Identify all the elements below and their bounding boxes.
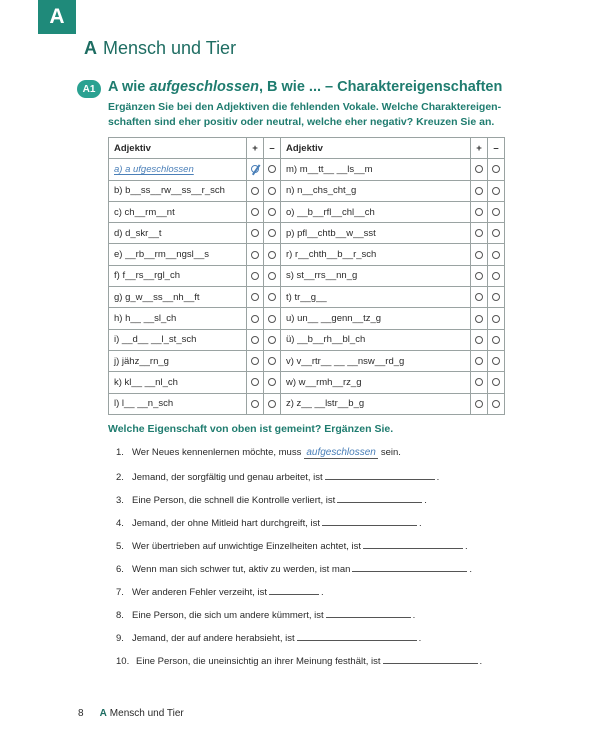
plus-cell bbox=[247, 372, 264, 393]
header-adjective-right: Adjektiv bbox=[281, 138, 471, 159]
plus-cell bbox=[247, 201, 264, 222]
item-text-end: sein. bbox=[380, 447, 401, 458]
plus-cell bbox=[247, 265, 264, 286]
plus-cell bbox=[471, 180, 488, 201]
item-text: Eine Person, die schnell die Kontrolle verliert, ist bbox=[132, 495, 336, 506]
plus-checkbox[interactable] bbox=[475, 315, 483, 323]
exercise-title bbox=[108, 79, 502, 95]
list-item bbox=[116, 585, 516, 608]
adjective-right: r) r__chth__b__r_sch bbox=[281, 244, 471, 265]
adjective-right: v) v__rtr__ __ __nsw__rd_g bbox=[281, 350, 471, 371]
plus-cell bbox=[247, 329, 264, 350]
adjective-left: k) kl__ __nl_ch bbox=[109, 372, 247, 393]
item-text: Jemand, der ohne Mitleid hart durchgreift, ist bbox=[132, 518, 320, 529]
plus-cell bbox=[471, 372, 488, 393]
filled-adjective: a) a ufgeschlossen bbox=[114, 163, 194, 175]
plus-cell bbox=[471, 159, 488, 180]
minus-checkbox[interactable] bbox=[268, 293, 276, 301]
minus-cell bbox=[264, 372, 281, 393]
adjective-right: m) m__tt__ __ls__m bbox=[281, 159, 471, 180]
minus-checkbox[interactable] bbox=[492, 400, 500, 408]
item-period: . bbox=[465, 541, 468, 552]
minus-cell bbox=[488, 159, 505, 180]
plus-checkbox[interactable] bbox=[475, 336, 483, 344]
minus-cell bbox=[488, 308, 505, 329]
answer-field[interactable] bbox=[337, 493, 422, 503]
plus-checkbox[interactable] bbox=[475, 165, 483, 173]
table-row bbox=[109, 265, 505, 286]
minus-checkbox[interactable] bbox=[492, 187, 500, 195]
minus-cell bbox=[264, 159, 281, 180]
table-row bbox=[109, 244, 505, 265]
unit-letter: A bbox=[84, 38, 97, 58]
minus-cell bbox=[488, 393, 505, 414]
adjective-right: o) __b__rfl__chl__ch bbox=[281, 201, 471, 222]
answer-field[interactable] bbox=[352, 562, 467, 572]
plus-checkbox[interactable] bbox=[475, 357, 483, 365]
plus-checkbox[interactable] bbox=[251, 229, 259, 237]
minus-cell bbox=[488, 180, 505, 201]
minus-cell bbox=[488, 372, 505, 393]
task2-question: Welche Eigenschaft von oben ist gemeint? Ergänzen Sie. bbox=[108, 423, 394, 435]
adjective-left: h) h__ __sl_ch bbox=[109, 308, 247, 329]
plus-cell bbox=[247, 159, 264, 180]
adjective-right: z) z__ __lstr__b_g bbox=[281, 393, 471, 414]
plus-checkbox[interactable] bbox=[251, 251, 259, 259]
list-item bbox=[116, 447, 516, 470]
adjective-right: u) un__ __genn__tz_g bbox=[281, 308, 471, 329]
item-period: . bbox=[412, 610, 416, 621]
table-row bbox=[109, 393, 505, 414]
minus-cell bbox=[488, 329, 505, 350]
plus-cell bbox=[247, 308, 264, 329]
adjective-right: ü) __b__rh__bl_ch bbox=[281, 329, 471, 350]
minus-checkbox[interactable] bbox=[492, 378, 500, 386]
adjective-left bbox=[109, 159, 247, 180]
list-item bbox=[116, 516, 516, 539]
item-text: Jemand, der sorgfältig und genau arbeitet, ist bbox=[132, 472, 323, 483]
plus-cell bbox=[471, 393, 488, 414]
minus-cell bbox=[264, 223, 281, 244]
page-footer bbox=[78, 708, 184, 719]
plus-checkbox[interactable] bbox=[475, 251, 483, 259]
adjective-left: d) d_skr__t bbox=[109, 223, 247, 244]
minus-checkbox[interactable] bbox=[492, 315, 500, 323]
minus-checkbox[interactable] bbox=[268, 251, 276, 259]
minus-checkbox[interactable] bbox=[268, 315, 276, 323]
minus-checkbox[interactable] bbox=[492, 293, 500, 301]
plus-checkbox[interactable] bbox=[475, 229, 483, 237]
minus-cell bbox=[264, 265, 281, 286]
plus-cell bbox=[247, 350, 264, 371]
answer-field[interactable] bbox=[269, 585, 319, 595]
item-text: Wer Neues kennenlernen möchte, muss bbox=[132, 447, 302, 458]
plus-checkbox[interactable] bbox=[251, 165, 259, 173]
plus-checkbox[interactable] bbox=[251, 378, 259, 386]
minus-checkbox[interactable] bbox=[268, 272, 276, 280]
item-period: . bbox=[418, 518, 422, 529]
exercise-instructions: Ergänzen Sie bei den Adjektiven die fehlenden Vokale. Welche Charaktereigenschaften sind eher positiv oder neutral, welche eher negativ? Kreuzen Sie an. bbox=[108, 101, 502, 128]
adjective-right: n) n__chs_cht_g bbox=[281, 180, 471, 201]
item-number: 7. bbox=[116, 587, 124, 598]
minus-checkbox[interactable] bbox=[492, 251, 500, 259]
minus-cell bbox=[264, 244, 281, 265]
answer-field[interactable] bbox=[363, 539, 463, 549]
plus-checkbox[interactable] bbox=[475, 378, 483, 386]
minus-checkbox[interactable] bbox=[268, 357, 276, 365]
plus-cell bbox=[471, 350, 488, 371]
item-period: . bbox=[469, 564, 473, 575]
item-text: Eine Person, die sich um andere kümmert, ist bbox=[132, 610, 324, 621]
plus-cell bbox=[247, 244, 264, 265]
plus-checkbox[interactable] bbox=[475, 187, 483, 195]
minus-cell bbox=[488, 287, 505, 308]
answer-field[interactable]: aufgeschlossen bbox=[306, 447, 376, 458]
item-number: 9. bbox=[116, 633, 124, 644]
item-number: 8. bbox=[116, 610, 124, 621]
minus-checkbox[interactable] bbox=[492, 336, 500, 344]
answer-field[interactable] bbox=[322, 516, 417, 526]
task2-list bbox=[116, 447, 516, 677]
item-text: Wer übertrieben auf unwichtige Einzelheiten achtet, ist bbox=[132, 541, 362, 552]
table-row bbox=[109, 223, 505, 244]
adjective-table-body bbox=[109, 159, 505, 415]
minus-cell bbox=[264, 393, 281, 414]
plus-cell bbox=[471, 244, 488, 265]
unit-title bbox=[84, 38, 236, 59]
plus-cell bbox=[247, 393, 264, 414]
plus-cell bbox=[471, 287, 488, 308]
minus-checkbox[interactable] bbox=[268, 400, 276, 408]
answer-field[interactable] bbox=[325, 470, 435, 480]
header-minus-right: – bbox=[488, 138, 505, 159]
exercise-title-italic: aufgeschlossen bbox=[149, 79, 259, 95]
item-number: 5. bbox=[116, 541, 124, 552]
adjective-left: j) jähz__rn_g bbox=[109, 350, 247, 371]
minus-checkbox[interactable] bbox=[268, 187, 276, 195]
plus-checkbox[interactable] bbox=[251, 293, 259, 301]
plus-cell bbox=[247, 180, 264, 201]
minus-checkbox[interactable] bbox=[492, 208, 500, 216]
adjective-left: g) g_w__ss__nh__ft bbox=[109, 287, 247, 308]
plus-checkbox[interactable] bbox=[251, 400, 259, 408]
plus-checkbox[interactable] bbox=[251, 315, 259, 323]
list-item bbox=[116, 470, 516, 493]
item-period: . bbox=[418, 633, 422, 644]
item-period: . bbox=[436, 472, 440, 483]
adjective-right: w) w__rmh__rz_g bbox=[281, 372, 471, 393]
item-number: 1. bbox=[116, 447, 124, 458]
adjective-right: s) st__rrs__nn_g bbox=[281, 265, 471, 286]
plus-checkbox[interactable] bbox=[251, 208, 259, 216]
minus-checkbox[interactable] bbox=[492, 272, 500, 280]
answer-field[interactable] bbox=[297, 631, 417, 641]
plus-checkbox[interactable] bbox=[475, 400, 483, 408]
table-row bbox=[109, 201, 505, 222]
unit-badge: A bbox=[38, 0, 76, 34]
adjective-left: i) __d__ __l_st_sch bbox=[109, 329, 247, 350]
plus-checkbox[interactable] bbox=[251, 272, 259, 280]
adjective-right: t) tr__g__ bbox=[281, 287, 471, 308]
plus-cell bbox=[471, 201, 488, 222]
footer-letter: A bbox=[99, 708, 107, 719]
minus-cell bbox=[264, 287, 281, 308]
minus-cell bbox=[264, 201, 281, 222]
minus-cell bbox=[488, 244, 505, 265]
table-header-row bbox=[109, 138, 505, 159]
page-number: 8 bbox=[78, 708, 84, 719]
unit-title-text: Mensch und Tier bbox=[103, 38, 237, 58]
item-text: Jemand, der auf andere herabsieht, ist bbox=[132, 633, 295, 644]
minus-cell bbox=[488, 201, 505, 222]
answer-field[interactable] bbox=[383, 654, 478, 664]
plus-checkbox[interactable] bbox=[251, 187, 259, 195]
table-row bbox=[109, 308, 505, 329]
plus-checkbox[interactable] bbox=[475, 272, 483, 280]
plus-cell bbox=[471, 308, 488, 329]
minus-cell bbox=[264, 350, 281, 371]
plus-cell bbox=[471, 265, 488, 286]
answer-field[interactable] bbox=[326, 608, 411, 618]
adjective-left: l) l__ __n_sch bbox=[109, 393, 247, 414]
item-period: . bbox=[321, 587, 324, 598]
exercise-badge: A1 bbox=[77, 80, 101, 98]
item-number: 2. bbox=[116, 472, 124, 483]
table-row bbox=[109, 329, 505, 350]
list-item bbox=[116, 539, 516, 562]
plus-cell bbox=[471, 223, 488, 244]
minus-checkbox[interactable] bbox=[268, 208, 276, 216]
list-item bbox=[116, 654, 516, 677]
item-number: 10. bbox=[116, 656, 130, 667]
minus-checkbox[interactable] bbox=[268, 165, 276, 173]
item-text: Wer anderen Fehler verzeiht, ist bbox=[132, 587, 267, 598]
list-item bbox=[116, 493, 516, 516]
adjective-right: p) pfl__chtb__w__sst bbox=[281, 223, 471, 244]
adjective-left: c) ch__rm__nt bbox=[109, 201, 247, 222]
adjective-left: f) f__rs__rgl_ch bbox=[109, 265, 247, 286]
adjective-left: e) __rb__rm__ngsl__s bbox=[109, 244, 247, 265]
list-item bbox=[116, 562, 516, 585]
adjective-table bbox=[108, 137, 505, 415]
minus-checkbox[interactable] bbox=[492, 357, 500, 365]
plus-cell bbox=[247, 223, 264, 244]
minus-checkbox[interactable] bbox=[268, 229, 276, 237]
minus-cell bbox=[264, 329, 281, 350]
item-text: Wenn man sich schwer tut, aktiv zu werden, ist man bbox=[132, 564, 351, 575]
table-row bbox=[109, 350, 505, 371]
item-period: . bbox=[424, 495, 427, 506]
header-plus-left: + bbox=[247, 138, 264, 159]
plus-checkbox[interactable] bbox=[251, 336, 259, 344]
list-item bbox=[116, 631, 516, 654]
table-row bbox=[109, 159, 505, 180]
header-minus-left: – bbox=[264, 138, 281, 159]
plus-cell bbox=[471, 329, 488, 350]
header-adjective-left: Adjektiv bbox=[109, 138, 247, 159]
plus-checkbox[interactable] bbox=[475, 293, 483, 301]
plus-checkbox[interactable] bbox=[251, 357, 259, 365]
footer-title: Mensch und Tier bbox=[109, 708, 184, 719]
item-number: 4. bbox=[116, 518, 124, 529]
plus-checkbox[interactable] bbox=[475, 208, 483, 216]
minus-checkbox[interactable] bbox=[492, 165, 500, 173]
plus-cell bbox=[247, 287, 264, 308]
exercise-title-prefix: A wie bbox=[108, 79, 150, 95]
table-row bbox=[109, 287, 505, 308]
minus-cell bbox=[488, 265, 505, 286]
minus-cell bbox=[488, 223, 505, 244]
minus-cell bbox=[488, 350, 505, 371]
header-plus-right: + bbox=[471, 138, 488, 159]
table-row bbox=[109, 180, 505, 201]
item-text: Eine Person, die uneinsichtig an ihrer Meinung festhält, ist bbox=[136, 656, 381, 667]
item-number: 3. bbox=[116, 495, 124, 506]
table-row bbox=[109, 372, 505, 393]
list-item bbox=[116, 608, 516, 631]
minus-cell bbox=[264, 180, 281, 201]
item-number: 6. bbox=[116, 564, 124, 575]
minus-checkbox[interactable] bbox=[268, 378, 276, 386]
minus-cell bbox=[264, 308, 281, 329]
item-period: . bbox=[479, 656, 483, 667]
adjective-left: b) b__ss__rw__ss__r_sch bbox=[109, 180, 247, 201]
minus-checkbox[interactable] bbox=[268, 336, 276, 344]
minus-checkbox[interactable] bbox=[492, 229, 500, 237]
exercise-title-suffix: , B wie ... – Charaktereigenschaften bbox=[258, 79, 503, 95]
